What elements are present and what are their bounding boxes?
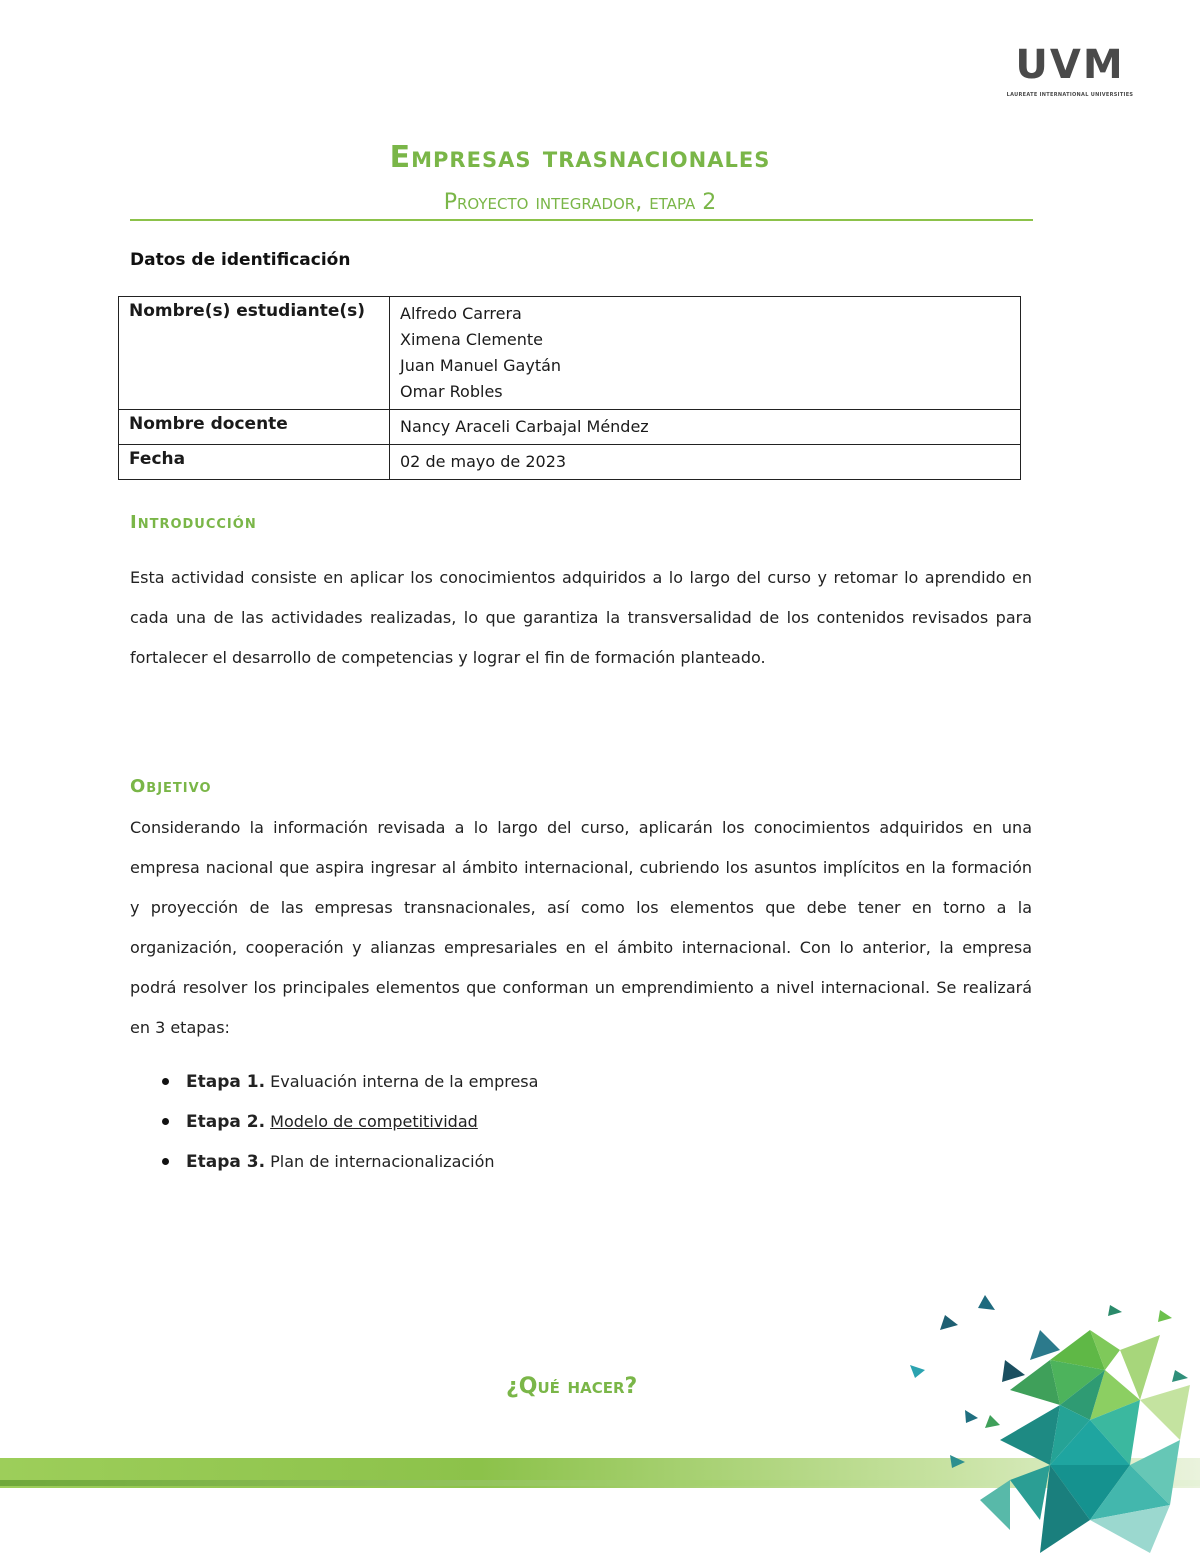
uvm-logo [1005,42,1135,100]
table-row [119,297,1021,410]
document-subtitle: Proyecto integrador, etapa 2 [443,190,717,215]
document-title: Empresas trasnacionales [389,140,771,175]
date-key: Fecha [119,445,390,480]
step-label: Etapa 1. [186,1072,266,1092]
bullet-icon [162,1118,169,1125]
step-text: Plan de internacionalización [270,1152,495,1171]
identification-table [118,296,1021,480]
logo-tagline: LAUREATE INTERNATIONAL UNIVERSITIES [1006,92,1134,98]
students-key: Nombre(s) estudiante(s) [119,297,390,410]
que-hacer-heading: ¿Qué hacer? [506,1374,638,1399]
bullet-icon [162,1078,169,1085]
logo-text: UVM [1015,42,1125,88]
identification-label: Datos de identificación [130,250,351,270]
teacher-key: Nombre docente [119,410,390,445]
step-label: Etapa 2. [186,1112,266,1132]
table-row [119,445,1021,480]
step-label: Etapa 3. [186,1152,266,1172]
teacher-value: Nancy Araceli Carbajal Méndez [390,410,1021,445]
list-item [160,1062,538,1102]
student-name: Ximena Clemente [400,330,544,349]
students-value [390,297,1021,410]
title-divider [130,219,1033,221]
introduccion-text: Esta actividad consiste en aplicar los conocimientos adquiridos a lo largo del curso y retomar lo aprendido en cada una de las actividades realizadas, lo que garantiza la transversalidad de los contenidos revisados para fortalecer el desarrollo de competencias y lograr el fin de formación planteado. [130,568,1032,667]
list-item [160,1142,538,1182]
objetivo-text: Considerando la información revisada a lo largo del curso, aplicarán los conocimientos adquiridos en una empresa nacional que aspira ingresar al ámbito internacional, cubriendo los asuntos implícitos en la formación y proyección de las empresas transnacionales, así como los elementos que debe tener en torno a la organización, cooperación y alianzas empresariales en el ámbito internacional. Con lo anterior, la empresa podrá resolver los principales elementos que conforman un emprendimiento a nivel internacional. Se realizará en 3 etapas: [130,818,1032,1037]
student-name: Alfredo Carrera [400,304,522,323]
bullet-icon [162,1158,169,1165]
objetivo-heading: Objetivo [130,776,212,797]
step-text: Evaluación interna de la empresa [270,1072,539,1091]
introduccion-heading: Introducción [130,512,257,533]
step-text: Modelo de competitividad [270,1112,478,1131]
student-name: Juan Manuel Gaytán [400,356,562,375]
date-value: 02 de mayo de 2023 [390,445,1021,480]
table-row [119,410,1021,445]
steps-list [160,1062,538,1182]
student-name: Omar Robles [400,382,503,401]
list-item [160,1102,538,1142]
polygon-decoration-icon [890,1290,1200,1553]
